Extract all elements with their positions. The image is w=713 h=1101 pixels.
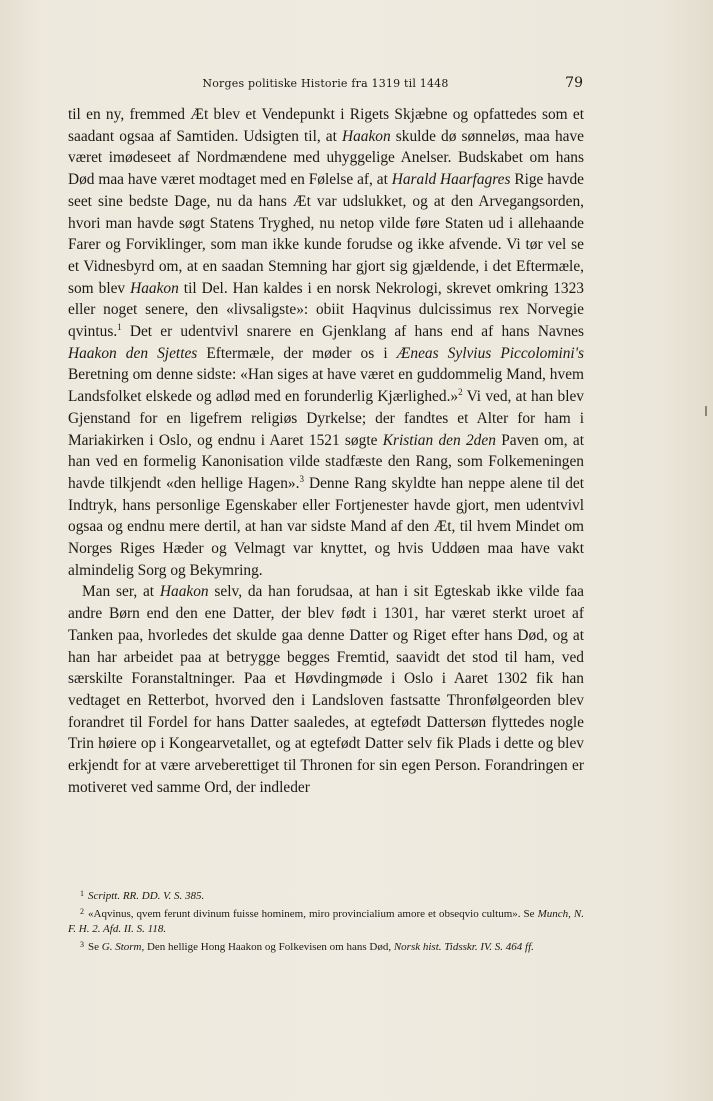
italic-name: Harald Haarfagres [391, 171, 511, 189]
margin-mark [705, 406, 707, 416]
text-run: Rige havde seet sine bedste Dage, nu da hans Æt var udslukket, og at den Arvegangsorden, hvori man havde søgt Statens Tryghed, nu netop vilde føre Staten ud i allehaande Farer og Forviklinger, som man ikke kunde forudse og ikke afvende. Vi tør vel se et Vidnesbyrd om, at en saadan Stemning har gjort sig gjældende, i det Eftermæle, som blev [68, 171, 585, 297]
footnote-text: Munch, N. F. H. 2. Afd. II. S. 118. [68, 908, 584, 935]
text-run: Eftermæle, der møder os i [197, 344, 397, 362]
footnote [68, 937, 584, 955]
footnote-text: Scriptt. RR. DD. V. S. 385. [88, 890, 205, 902]
footnote-text: Norsk hist. Tidsskr. IV. S. 464 ff. [393, 941, 534, 953]
italic-name: Haakon [341, 127, 391, 145]
footnote-marker: 2 [80, 907, 84, 916]
main-text [68, 104, 584, 799]
text-run: Denne Rang skyldte han neppe alene til det Indtryk, hans personlige Egenskaber eller Fortjenester havde gjort, men udentvivl ogsaa og endnu mere dertil, at han var sidste Mand af den Æt, til hvem Mindet om Norges Riges Hæder og Velmagt var knyttet, og hvis Uddøen maa have vakt almindelig Sorg og Bekymring. [68, 474, 584, 579]
italic-name: Kristian den 2den [382, 431, 496, 449]
footnote-ref: 2 [458, 387, 463, 398]
footnote [68, 886, 584, 904]
paragraph [68, 104, 584, 581]
text-run: Vi ved, at han blev Gjenstand for en ligefrem religiøs Dyrkelse; der fandtes et Alter for ham i Mariakirken i Oslo, og endnu i Aaret 1521 søgte [68, 388, 585, 449]
footnote-ref: 3 [299, 473, 304, 484]
footnote [68, 904, 584, 937]
footnote-text: Se [88, 941, 102, 953]
italic-name: Haakon [130, 279, 179, 297]
italic-name: Æneas Sylvius Piccolomini's [396, 344, 584, 362]
text-run: til Del. Han kaldes i en norsk Nekrologi, skrevet omkring 1323 eller noget senere, den «livsaligste»: obiit Haqvinus dulcissimus rex Norvegie qvintus. [68, 279, 584, 341]
italic-name: Haakon [159, 583, 209, 601]
footnote-text: G. Storm, [101, 941, 145, 953]
footnote-text: «Aqvinus, qvem ferunt divinum fuisse hominem, miro provincialium amore et obseqvio cultum». Se [88, 908, 538, 920]
text-run: Det er udentvivl snarere en Gjenklang af hans end af hans Navnes [121, 323, 584, 341]
footnote-marker: 1 [80, 889, 84, 898]
page-number: 79 [565, 75, 583, 91]
text-run: Beretning om denne sidste: «Han siges at have været en guddommelig Mand, hvem Landsfolket elskede og adlød med en forunderlig Kjærlighed.» [68, 366, 584, 406]
text-run: Paven om, at han ved en formelig Kanonisation vilde stadfæste den Rang, som Folkemeningen havde tilkjendt «den hellige Hagen». [68, 431, 584, 492]
text-run: Man ser, at [82, 583, 160, 601]
italic-name: Haakon den Sjettes [68, 344, 198, 362]
footnotes [68, 886, 584, 955]
paragraph [68, 581, 584, 798]
running-header: Norges politiske Historie fra 1319 til 1448 [202, 77, 449, 90]
footnote-marker: 3 [80, 940, 84, 949]
text-run: til en ny, fremmed Æt blev et Vendepunkt i Rigets Skjæbne og opfattedes som et saadant ogsaa af Samtiden. Udsigten til, at [68, 106, 584, 145]
footnote-text: Den hellige Hong Haakon og Folkevisen om hans Død, [144, 941, 394, 953]
text-run: skulde dø sønneløs, maa have været imødeseet af Nordmændene med uhyggelige Anelser. Budskabet om hans Død maa have været modtaget med en Følelse af, at [68, 127, 584, 189]
text-run: selv, da han forudsaa, at han i sit Egteskab ikke vilde faa andre Børn end den ene Datter, der blev født i 1301, har været sterkt uroet af Tanken paa, hvorledes det skulde gaa denne Datter og Riget efter hans Død, og at han har arbeidet paa at betrygge begges Fremtid, saavidt det stod til ham, ved særskilte Foranstaltninger. Paa et Høvdingmøde i Oslo i Aaret 1302 fik han vedtaget en Retterbot, hvorved den i Landsloven fastsatte Thronfølgeorden blev forandret til Fordel for hans Datter saaledes, at egtefødt Dattersøn flyttedes nogle Trin høiere op i Kongearvetallet, og at egtefødt Datter selv fik Plads i dette og blev erkjendt for at være arveberettiget til Thronen for sin egen Person. Forandringen er motiveret ved samme Ord, der indleder [68, 583, 585, 796]
footnote-ref: 1 [117, 322, 122, 333]
